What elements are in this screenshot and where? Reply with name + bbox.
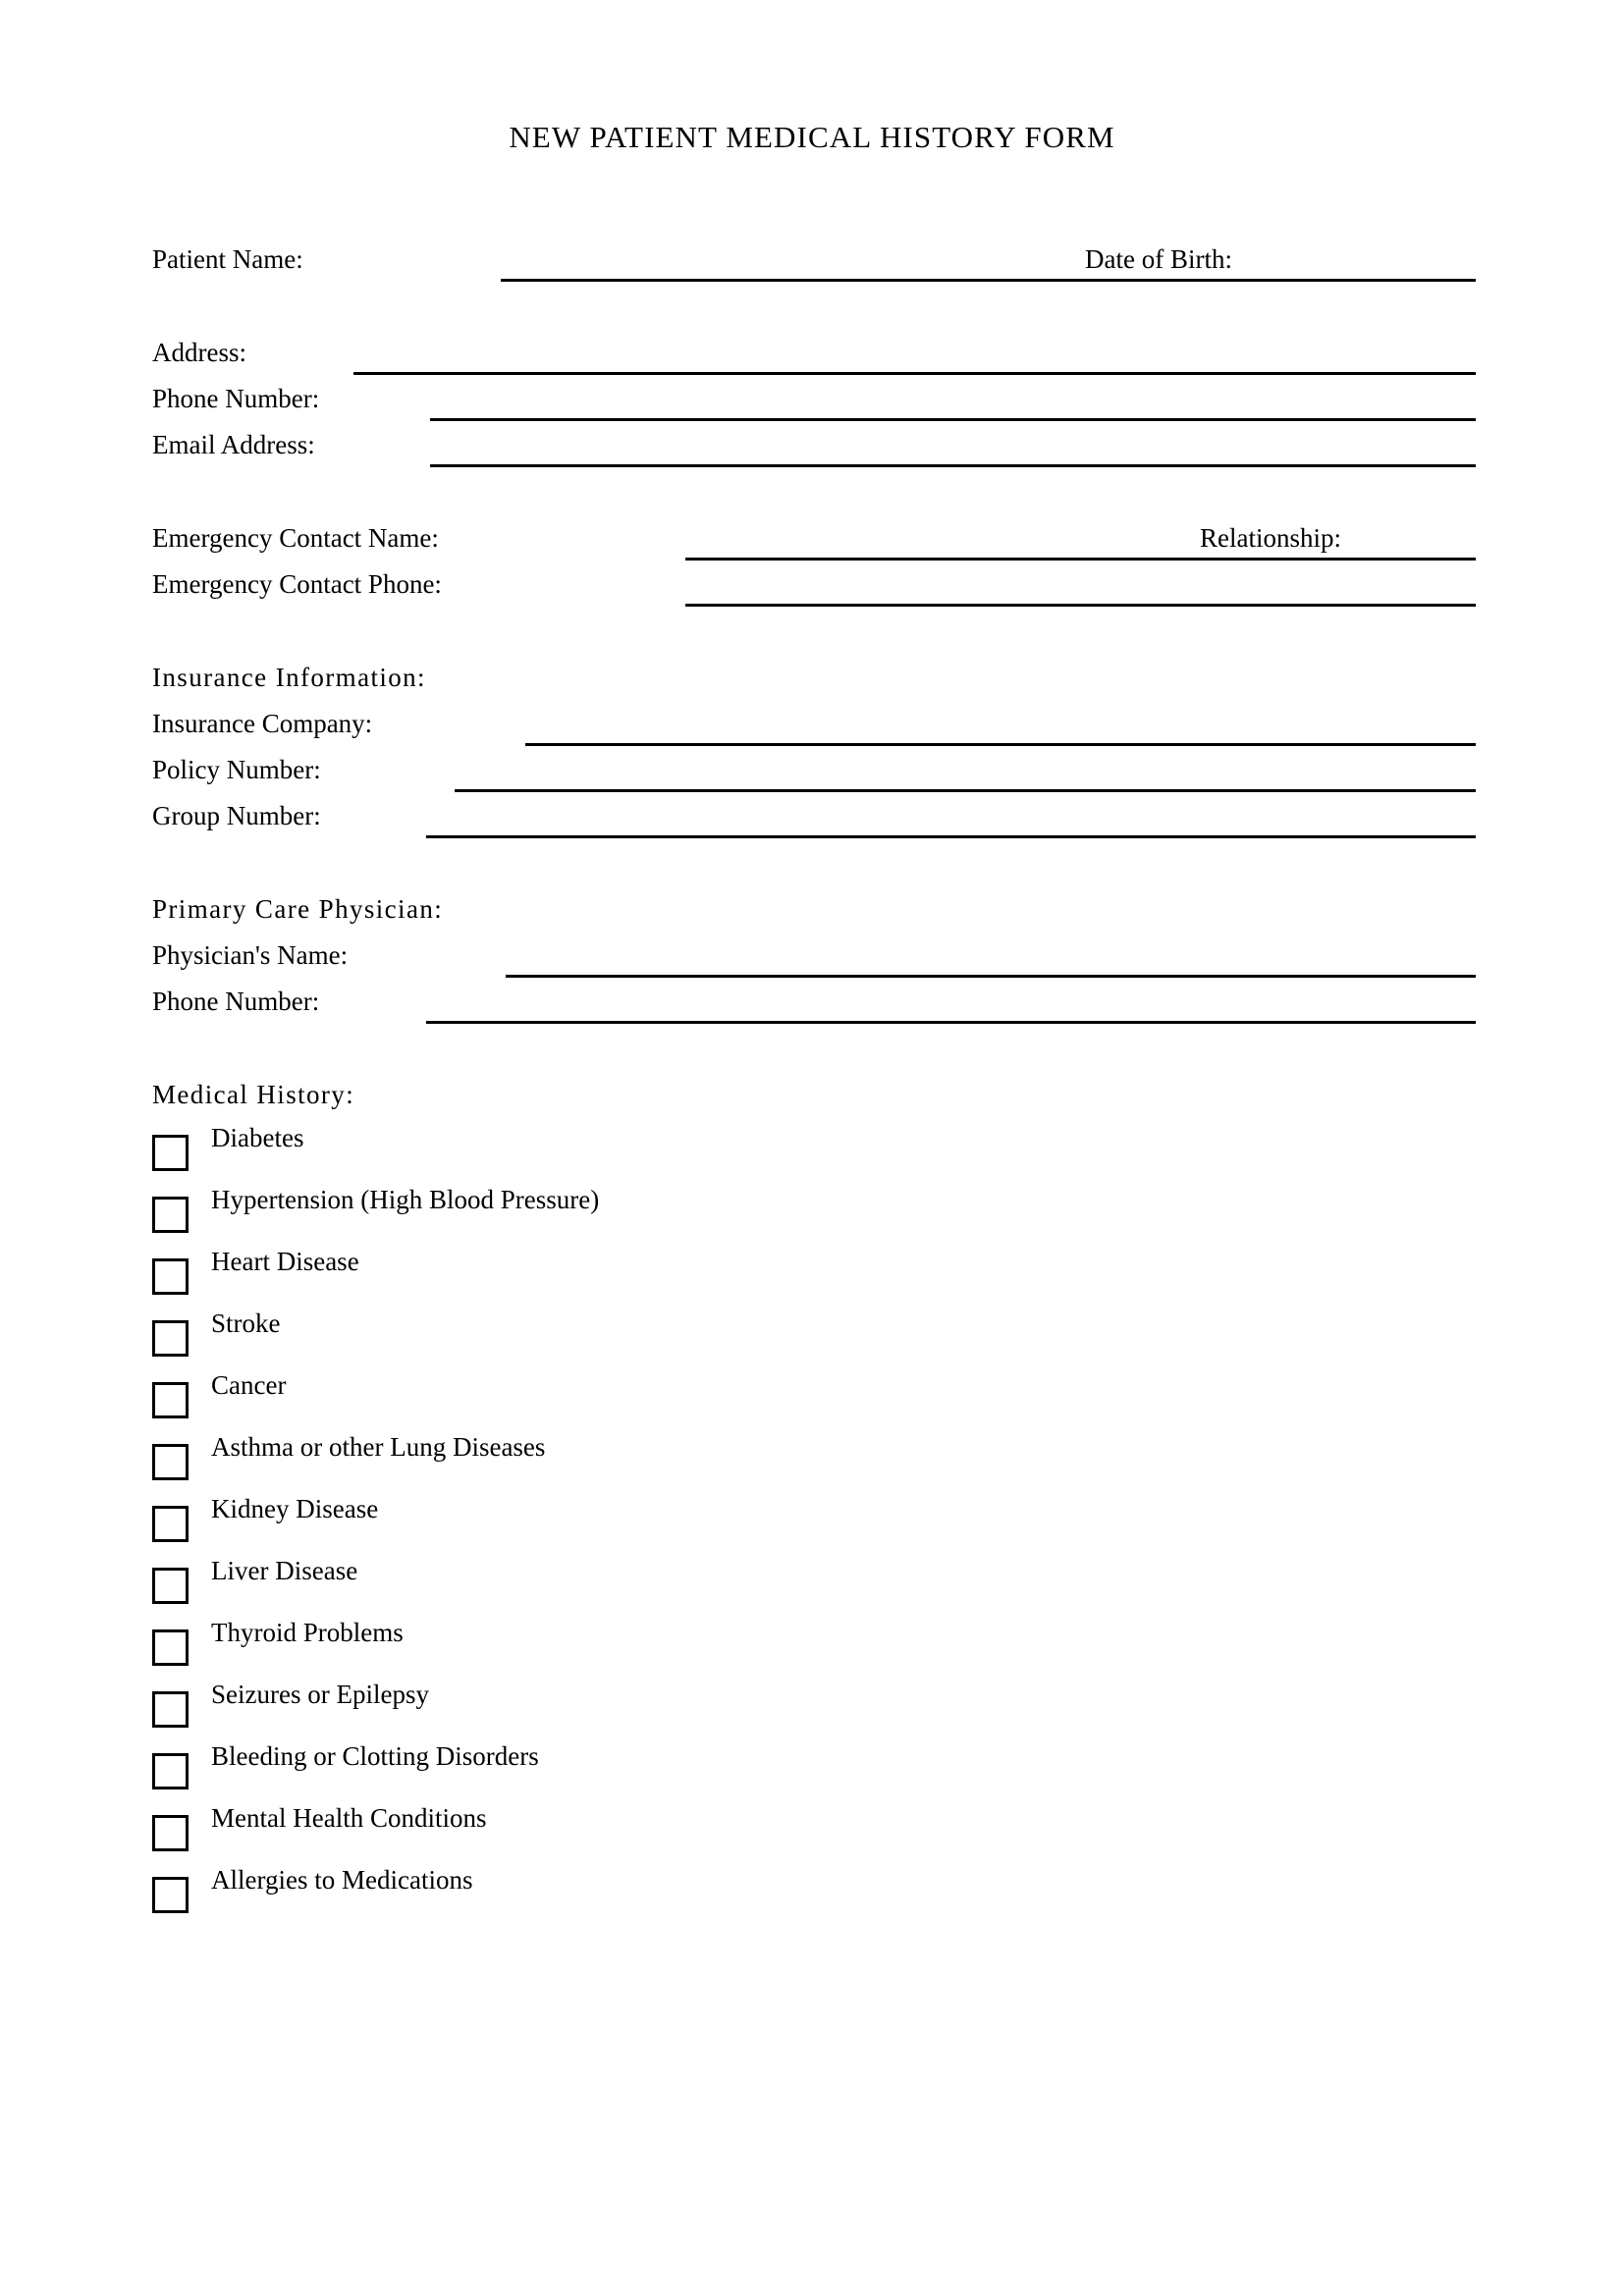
field-row-physician-name bbox=[0, 938, 1624, 984]
physician-name-label: Physician's Name: bbox=[152, 940, 349, 970]
checkbox-icon[interactable] bbox=[152, 1568, 189, 1604]
field-row-emergency-contact-name bbox=[0, 521, 1624, 566]
field-row-insurance-company bbox=[0, 707, 1624, 752]
checklist-item[interactable] bbox=[0, 1863, 1624, 1925]
checkbox-icon[interactable] bbox=[152, 1444, 189, 1480]
date-of-birth-label: Date of Birth: bbox=[1085, 244, 1232, 274]
emergency-contact-phone-input-line[interactable] bbox=[685, 604, 1476, 607]
address-label: Address: bbox=[152, 338, 246, 367]
policy-number-input-line[interactable] bbox=[455, 789, 1476, 792]
checkbox-icon[interactable] bbox=[152, 1135, 189, 1171]
phone-number-input-line[interactable] bbox=[430, 418, 1476, 421]
emergency-contact-name-label: Emergency Contact Name: bbox=[152, 523, 439, 553]
checklist-item-label: Bleeding or Clotting Disorders bbox=[211, 1741, 539, 1771]
insurance-company-input-line[interactable] bbox=[525, 743, 1476, 746]
relationship-label: Relationship: bbox=[1200, 523, 1341, 553]
checklist-item-label: Asthma or other Lung Diseases bbox=[211, 1432, 546, 1462]
email-address-input-line[interactable] bbox=[430, 464, 1476, 467]
checklist-item[interactable] bbox=[0, 1307, 1624, 1368]
section-medical-history bbox=[0, 1078, 1624, 1123]
checklist-item-label: Thyroid Problems bbox=[211, 1618, 404, 1647]
checklist-item-label: Mental Health Conditions bbox=[211, 1803, 487, 1833]
email-address-label: Email Address: bbox=[152, 430, 315, 459]
physician-phone-input-line[interactable] bbox=[426, 1021, 1476, 1024]
insurance-company-label: Insurance Company: bbox=[152, 709, 373, 738]
checklist-item-label: Kidney Disease bbox=[211, 1494, 379, 1523]
checkbox-icon[interactable] bbox=[152, 1877, 189, 1913]
field-row-phone bbox=[0, 382, 1624, 427]
checklist-item[interactable] bbox=[0, 1368, 1624, 1430]
field-row-physician-phone bbox=[0, 985, 1624, 1030]
checklist-item-label: Hypertension (High Blood Pressure) bbox=[211, 1185, 600, 1214]
checklist-item[interactable] bbox=[0, 1616, 1624, 1678]
checklist-item[interactable] bbox=[0, 1121, 1624, 1183]
field-row-emergency-contact-phone bbox=[0, 567, 1624, 613]
checklist-item[interactable] bbox=[0, 1183, 1624, 1245]
patient-name-label: Patient Name: bbox=[152, 244, 303, 274]
checklist-item[interactable] bbox=[0, 1678, 1624, 1739]
checklist-item-label: Liver Disease bbox=[211, 1556, 358, 1585]
checkbox-icon[interactable] bbox=[152, 1629, 189, 1666]
page-title: NEW PATIENT MEDICAL HISTORY FORM bbox=[509, 120, 1115, 154]
section-insurance-information bbox=[0, 661, 1624, 706]
physician-name-input-line[interactable] bbox=[506, 975, 1476, 978]
field-row-group-number bbox=[0, 799, 1624, 844]
field-row-address bbox=[0, 336, 1624, 381]
checkbox-icon[interactable] bbox=[152, 1258, 189, 1295]
emergency-contact-name-input-line[interactable] bbox=[685, 558, 1476, 561]
field-row-email bbox=[0, 428, 1624, 473]
physician-phone-label: Phone Number: bbox=[152, 987, 320, 1016]
address-input-line[interactable] bbox=[353, 372, 1476, 375]
group-number-label: Group Number: bbox=[152, 801, 321, 830]
checkbox-icon[interactable] bbox=[152, 1197, 189, 1233]
field-row-patient-name bbox=[0, 242, 1624, 288]
checklist-item-label: Cancer bbox=[211, 1370, 287, 1400]
checklist-item-label: Seizures or Epilepsy bbox=[211, 1680, 429, 1709]
insurance-information-heading: Insurance Information: bbox=[152, 663, 426, 692]
checklist-item[interactable] bbox=[0, 1739, 1624, 1801]
checkbox-icon[interactable] bbox=[152, 1506, 189, 1542]
checkbox-icon[interactable] bbox=[152, 1320, 189, 1357]
checklist-item[interactable] bbox=[0, 1801, 1624, 1863]
checkbox-icon[interactable] bbox=[152, 1753, 189, 1789]
checklist-item[interactable] bbox=[0, 1492, 1624, 1554]
checkbox-icon[interactable] bbox=[152, 1382, 189, 1418]
section-primary-care-physician bbox=[0, 892, 1624, 937]
checklist-item-label: Diabetes bbox=[211, 1123, 304, 1152]
checklist-item-label: Heart Disease bbox=[211, 1247, 359, 1276]
checklist-item-label: Allergies to Medications bbox=[211, 1865, 473, 1895]
checkbox-icon[interactable] bbox=[152, 1691, 189, 1728]
checklist-item[interactable] bbox=[0, 1430, 1624, 1492]
medical-history-checklist bbox=[0, 1121, 1624, 1925]
emergency-contact-phone-label: Emergency Contact Phone: bbox=[152, 569, 442, 599]
checkbox-icon[interactable] bbox=[152, 1815, 189, 1851]
primary-care-physician-heading: Primary Care Physician: bbox=[152, 894, 444, 924]
checklist-item-label: Stroke bbox=[211, 1308, 281, 1338]
field-row-policy-number bbox=[0, 753, 1624, 798]
patient-name-input-line[interactable] bbox=[501, 279, 1476, 282]
phone-number-label: Phone Number: bbox=[152, 384, 320, 413]
policy-number-label: Policy Number: bbox=[152, 755, 321, 784]
medical-history-heading: Medical History: bbox=[152, 1080, 355, 1109]
group-number-input-line[interactable] bbox=[426, 835, 1476, 838]
checklist-item[interactable] bbox=[0, 1554, 1624, 1616]
checklist-item[interactable] bbox=[0, 1245, 1624, 1307]
